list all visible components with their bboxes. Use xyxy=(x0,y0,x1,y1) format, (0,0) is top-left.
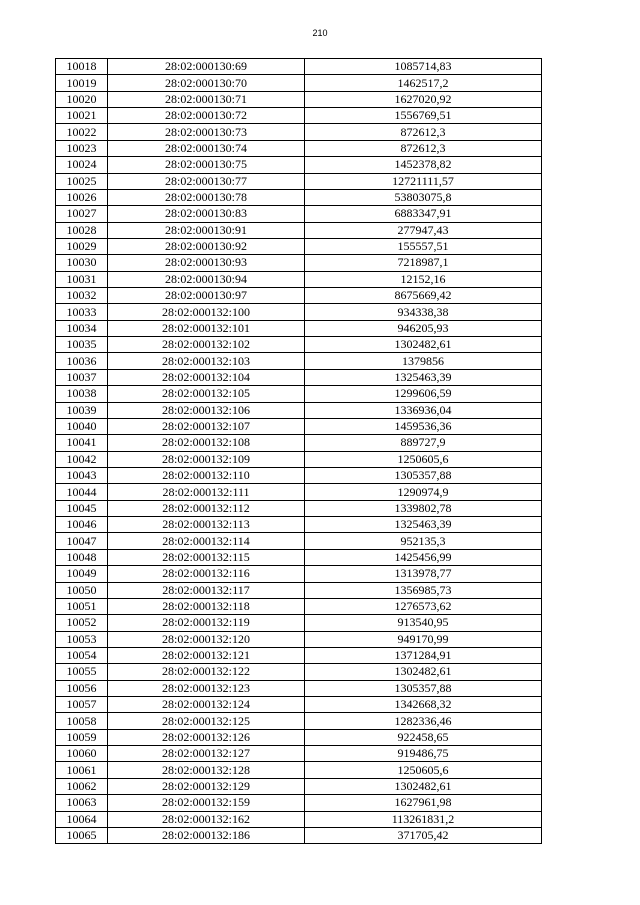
table-row xyxy=(56,697,542,713)
cadastral-number-cell: 28:02:000130:91 xyxy=(108,222,305,238)
row-number-cell: 10060 xyxy=(56,746,108,762)
cadastral-value-cell: 919486,75 xyxy=(305,746,542,762)
row-number-cell: 10033 xyxy=(56,304,108,320)
cadastral-number-cell: 28:02:000132:127 xyxy=(108,746,305,762)
cadastral-value-cell: 1299606,59 xyxy=(305,386,542,402)
cadastral-number-cell: 28:02:000132:100 xyxy=(108,304,305,320)
row-number-cell: 10065 xyxy=(56,827,108,843)
table-row xyxy=(56,615,542,631)
cadastral-value-cell: 8675669,42 xyxy=(305,288,542,304)
table-row xyxy=(56,762,542,778)
table-row xyxy=(56,467,542,483)
cadastral-number-cell: 28:02:000132:107 xyxy=(108,418,305,434)
row-number-cell: 10064 xyxy=(56,811,108,827)
cadastral-value-cell: 1556769,51 xyxy=(305,108,542,124)
cadastral-value-cell: 872612,3 xyxy=(305,140,542,156)
cadastral-value-cell: 1371284,91 xyxy=(305,647,542,663)
cadastral-value-cell: 946205,93 xyxy=(305,320,542,336)
table-row xyxy=(56,402,542,418)
row-number-cell: 10031 xyxy=(56,271,108,287)
row-number-cell: 10039 xyxy=(56,402,108,418)
cadastral-value-cell: 952135,3 xyxy=(305,533,542,549)
cadastral-number-cell: 28:02:000132:120 xyxy=(108,631,305,647)
cadastral-value-cell: 1339802,78 xyxy=(305,500,542,516)
cadastral-value-cell: 155557,51 xyxy=(305,238,542,254)
table-row xyxy=(56,59,542,75)
cadastral-value-cell: 371705,42 xyxy=(305,827,542,843)
table-row xyxy=(56,124,542,140)
table-row xyxy=(56,713,542,729)
row-number-cell: 10023 xyxy=(56,140,108,156)
table-row xyxy=(56,746,542,762)
cadastral-number-cell: 28:02:000130:75 xyxy=(108,157,305,173)
cadastral-number-cell: 28:02:000130:70 xyxy=(108,75,305,91)
table-row xyxy=(56,500,542,516)
table-row xyxy=(56,173,542,189)
row-number-cell: 10020 xyxy=(56,91,108,107)
cadastral-number-cell: 28:02:000132:125 xyxy=(108,713,305,729)
cadastral-number-cell: 28:02:000132:108 xyxy=(108,435,305,451)
row-number-cell: 10063 xyxy=(56,795,108,811)
row-number-cell: 10047 xyxy=(56,533,108,549)
cadastral-number-cell: 28:02:000132:113 xyxy=(108,517,305,533)
table-row xyxy=(56,108,542,124)
table-row xyxy=(56,582,542,598)
cadastral-number-cell: 28:02:000132:116 xyxy=(108,566,305,582)
table-row xyxy=(56,451,542,467)
row-number-cell: 10030 xyxy=(56,255,108,271)
cadastral-value-cell: 949170,99 xyxy=(305,631,542,647)
cadastral-number-cell: 28:02:000132:114 xyxy=(108,533,305,549)
cadastral-number-cell: 28:02:000132:112 xyxy=(108,500,305,516)
table-row xyxy=(56,811,542,827)
table-row xyxy=(56,631,542,647)
cadastral-value-cell: 1325463,39 xyxy=(305,369,542,385)
table-row xyxy=(56,353,542,369)
cadastral-value-cell: 1302482,61 xyxy=(305,778,542,794)
cadastral-value-table xyxy=(55,58,542,844)
row-number-cell: 10040 xyxy=(56,418,108,434)
table-row xyxy=(56,435,542,451)
cadastral-number-cell: 28:02:000132:124 xyxy=(108,697,305,713)
page-number: 210 xyxy=(312,28,328,38)
row-number-cell: 10044 xyxy=(56,484,108,500)
cadastral-number-cell: 28:02:000132:104 xyxy=(108,369,305,385)
cadastral-number-cell: 28:02:000130:78 xyxy=(108,189,305,205)
table-row xyxy=(56,369,542,385)
cadastral-number-cell: 28:02:000130:69 xyxy=(108,59,305,75)
cadastral-number-cell: 28:02:000132:102 xyxy=(108,337,305,353)
table-row xyxy=(56,386,542,402)
table-row xyxy=(56,255,542,271)
row-number-cell: 10035 xyxy=(56,337,108,353)
cadastral-number-cell: 28:02:000132:115 xyxy=(108,549,305,565)
table-row xyxy=(56,157,542,173)
cadastral-number-cell: 28:02:000132:121 xyxy=(108,647,305,663)
cadastral-value-cell: 1085714,83 xyxy=(305,59,542,75)
cadastral-number-cell: 28:02:000130:94 xyxy=(108,271,305,287)
row-number-cell: 10055 xyxy=(56,664,108,680)
table-row xyxy=(56,271,542,287)
cadastral-number-cell: 28:02:000132:105 xyxy=(108,386,305,402)
table-row xyxy=(56,337,542,353)
cadastral-number-cell: 28:02:000132:126 xyxy=(108,729,305,745)
row-number-cell: 10059 xyxy=(56,729,108,745)
cadastral-number-cell: 28:02:000132:119 xyxy=(108,615,305,631)
cadastral-value-cell: 1627020,92 xyxy=(305,91,542,107)
cadastral-value-cell: 277947,43 xyxy=(305,222,542,238)
cadastral-value-cell: 1302482,61 xyxy=(305,337,542,353)
cadastral-number-cell: 28:02:000132:101 xyxy=(108,320,305,336)
cadastral-value-cell: 1356985,73 xyxy=(305,582,542,598)
cadastral-number-cell: 28:02:000132:117 xyxy=(108,582,305,598)
table-row xyxy=(56,189,542,205)
row-number-cell: 10054 xyxy=(56,647,108,663)
cadastral-value-cell: 1305357,88 xyxy=(305,680,542,696)
table-row xyxy=(56,533,542,549)
table-row xyxy=(56,222,542,238)
cadastral-value-cell: 53803075,8 xyxy=(305,189,542,205)
cadastral-number-cell: 28:02:000132:128 xyxy=(108,762,305,778)
cadastral-number-cell: 28:02:000130:77 xyxy=(108,173,305,189)
table-row xyxy=(56,517,542,533)
table-row xyxy=(56,778,542,794)
table-row xyxy=(56,418,542,434)
cadastral-value-cell: 113261831,2 xyxy=(305,811,542,827)
row-number-cell: 10058 xyxy=(56,713,108,729)
cadastral-value-cell: 1276573,62 xyxy=(305,598,542,614)
table-row xyxy=(56,664,542,680)
cadastral-number-cell: 28:02:000132:186 xyxy=(108,827,305,843)
table-row xyxy=(56,549,542,565)
table-row xyxy=(56,206,542,222)
table-row xyxy=(56,795,542,811)
row-number-cell: 10038 xyxy=(56,386,108,402)
row-number-cell: 10037 xyxy=(56,369,108,385)
cadastral-value-cell: 12721111,57 xyxy=(305,173,542,189)
row-number-cell: 10061 xyxy=(56,762,108,778)
cadastral-value-cell: 934338,38 xyxy=(305,304,542,320)
cadastral-value-cell: 1290974,9 xyxy=(305,484,542,500)
cadastral-number-cell: 28:02:000130:97 xyxy=(108,288,305,304)
table-row xyxy=(56,75,542,91)
row-number-cell: 10022 xyxy=(56,124,108,140)
row-number-cell: 10045 xyxy=(56,500,108,516)
row-number-cell: 10029 xyxy=(56,238,108,254)
row-number-cell: 10026 xyxy=(56,189,108,205)
row-number-cell: 10057 xyxy=(56,697,108,713)
row-number-cell: 10036 xyxy=(56,353,108,369)
table-row xyxy=(56,91,542,107)
row-number-cell: 10046 xyxy=(56,517,108,533)
table-row xyxy=(56,827,542,843)
cadastral-value-cell: 1282336,46 xyxy=(305,713,542,729)
table-row xyxy=(56,140,542,156)
row-number-cell: 10032 xyxy=(56,288,108,304)
row-number-cell: 10053 xyxy=(56,631,108,647)
table-row xyxy=(56,598,542,614)
cadastral-number-cell: 28:02:000132:109 xyxy=(108,451,305,467)
cadastral-number-cell: 28:02:000132:162 xyxy=(108,811,305,827)
row-number-cell: 10024 xyxy=(56,157,108,173)
row-number-cell: 10019 xyxy=(56,75,108,91)
row-number-cell: 10018 xyxy=(56,59,108,75)
cadastral-value-cell: 1336936,04 xyxy=(305,402,542,418)
cadastral-number-cell: 28:02:000132:159 xyxy=(108,795,305,811)
cadastral-number-cell: 28:02:000132:111 xyxy=(108,484,305,500)
cadastral-value-cell: 1313978,77 xyxy=(305,566,542,582)
cadastral-number-cell: 28:02:000130:73 xyxy=(108,124,305,140)
cadastral-value-cell: 1305357,88 xyxy=(305,467,542,483)
cadastral-value-cell: 1627961,98 xyxy=(305,795,542,811)
cadastral-value-cell: 889727,9 xyxy=(305,435,542,451)
cadastral-number-cell: 28:02:000132:122 xyxy=(108,664,305,680)
cadastral-value-cell: 913540,95 xyxy=(305,615,542,631)
cadastral-number-cell: 28:02:000130:83 xyxy=(108,206,305,222)
cadastral-value-cell: 1250605,6 xyxy=(305,451,542,467)
cadastral-number-cell: 28:02:000132:129 xyxy=(108,778,305,794)
row-number-cell: 10062 xyxy=(56,778,108,794)
cadastral-value-cell: 1425456,99 xyxy=(305,549,542,565)
table-row xyxy=(56,729,542,745)
cadastral-value-cell: 1342668,32 xyxy=(305,697,542,713)
row-number-cell: 10050 xyxy=(56,582,108,598)
cadastral-value-cell: 1452378,82 xyxy=(305,157,542,173)
cadastral-value-cell: 7218987,1 xyxy=(305,255,542,271)
cadastral-number-cell: 28:02:000132:118 xyxy=(108,598,305,614)
row-number-cell: 10052 xyxy=(56,615,108,631)
cadastral-value-cell: 12152,16 xyxy=(305,271,542,287)
row-number-cell: 10048 xyxy=(56,549,108,565)
cadastral-number-cell: 28:02:000130:93 xyxy=(108,255,305,271)
row-number-cell: 10056 xyxy=(56,680,108,696)
table-row xyxy=(56,238,542,254)
cadastral-number-cell: 28:02:000132:123 xyxy=(108,680,305,696)
cadastral-value-cell: 1459536,36 xyxy=(305,418,542,434)
cadastral-value-cell: 1379856 xyxy=(305,353,542,369)
cadastral-value-cell: 6883347,91 xyxy=(305,206,542,222)
table-row xyxy=(56,320,542,336)
cadastral-number-cell: 28:02:000132:110 xyxy=(108,467,305,483)
cadastral-value-cell: 1325463,39 xyxy=(305,517,542,533)
row-number-cell: 10027 xyxy=(56,206,108,222)
table-body xyxy=(56,59,542,844)
table-row xyxy=(56,484,542,500)
table-row xyxy=(56,566,542,582)
row-number-cell: 10051 xyxy=(56,598,108,614)
row-number-cell: 10042 xyxy=(56,451,108,467)
cadastral-number-cell: 28:02:000130:74 xyxy=(108,140,305,156)
row-number-cell: 10025 xyxy=(56,173,108,189)
row-number-cell: 10021 xyxy=(56,108,108,124)
cadastral-number-cell: 28:02:000130:71 xyxy=(108,91,305,107)
cadastral-value-cell: 922458,65 xyxy=(305,729,542,745)
cadastral-number-cell: 28:02:000130:92 xyxy=(108,238,305,254)
row-number-cell: 10028 xyxy=(56,222,108,238)
row-number-cell: 10043 xyxy=(56,467,108,483)
cadastral-number-cell: 28:02:000132:103 xyxy=(108,353,305,369)
row-number-cell: 10041 xyxy=(56,435,108,451)
table-row xyxy=(56,304,542,320)
cadastral-value-cell: 1462517,2 xyxy=(305,75,542,91)
table-row xyxy=(56,288,542,304)
cadastral-value-cell: 1302482,61 xyxy=(305,664,542,680)
cadastral-value-cell: 872612,3 xyxy=(305,124,542,140)
table-row xyxy=(56,680,542,696)
row-number-cell: 10034 xyxy=(56,320,108,336)
cadastral-number-cell: 28:02:000132:106 xyxy=(108,402,305,418)
row-number-cell: 10049 xyxy=(56,566,108,582)
cadastral-number-cell: 28:02:000130:72 xyxy=(108,108,305,124)
cadastral-value-cell: 1250605,6 xyxy=(305,762,542,778)
table-row xyxy=(56,647,542,663)
